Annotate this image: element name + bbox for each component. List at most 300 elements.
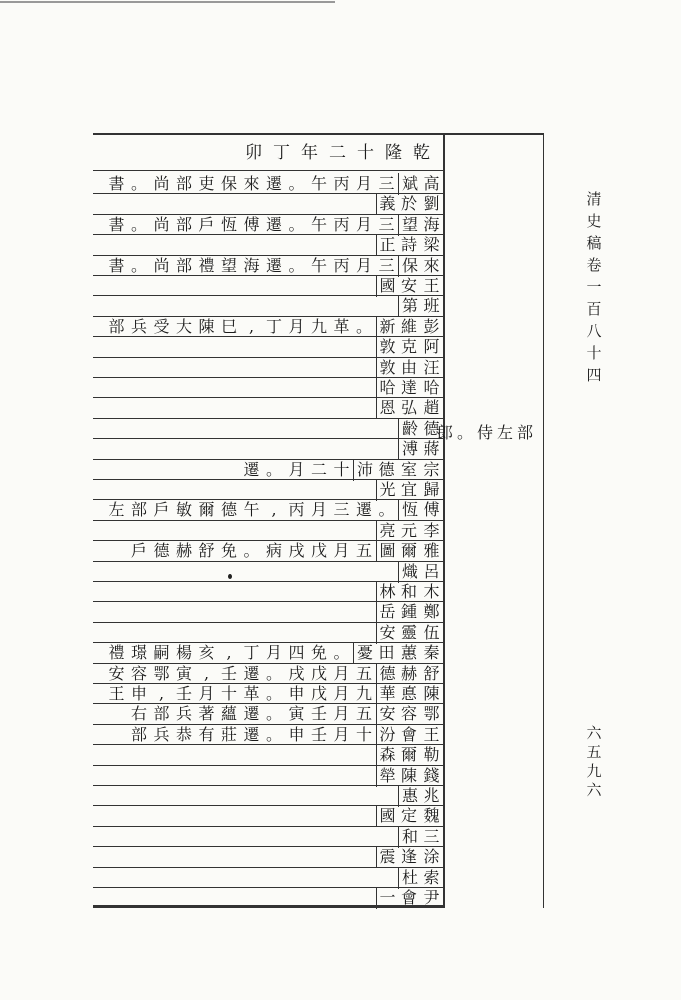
char-cell: 傅	[243, 214, 260, 234]
vertical-char: 六	[586, 724, 602, 742]
row-rule	[93, 703, 443, 704]
char-cell: 元	[400, 520, 417, 540]
table-row	[93, 887, 443, 909]
char-cell: ,	[271, 500, 277, 520]
char-cell: 戊	[310, 684, 327, 703]
char-cell: 鄭	[423, 602, 440, 622]
char-cell: 著	[198, 704, 215, 724]
char-cell: 月	[333, 663, 350, 683]
table-row	[93, 255, 443, 277]
char-cell: 王	[108, 684, 125, 703]
side-char: 左	[496, 423, 513, 442]
row-rule	[93, 867, 443, 868]
char-cell: 五	[355, 663, 372, 683]
char-cell: 壬	[175, 684, 192, 703]
char-cell: 宗	[423, 459, 440, 479]
char-cell: 。	[265, 663, 282, 683]
char-cell: 尚	[153, 214, 170, 234]
char-cell: 部	[130, 500, 147, 520]
char-cell: 安	[400, 276, 417, 295]
row-rule	[93, 336, 443, 337]
char-cell: 鄂	[423, 704, 440, 724]
char-cell: 。	[378, 500, 395, 520]
char-cell: 阿	[423, 337, 440, 357]
row-rule	[93, 418, 443, 419]
char-cell: 雅	[423, 541, 440, 561]
char-cell: 月	[333, 684, 350, 703]
char-cell: 丙	[288, 500, 305, 520]
char-cell: 書	[108, 214, 125, 234]
char-cell: 恆	[398, 499, 421, 521]
row-rule	[93, 377, 443, 378]
char-cell: 戊	[310, 541, 327, 561]
table-top-rule	[93, 133, 543, 135]
char-cell: 。	[130, 214, 147, 234]
char-cell: 海	[243, 255, 260, 275]
char-cell: 田	[378, 643, 395, 663]
char-cell: 三	[378, 214, 395, 234]
char-cell: 午	[310, 174, 327, 193]
row-rule	[93, 275, 443, 276]
char-cell: 森	[376, 744, 399, 766]
char-cell: 申	[288, 724, 305, 744]
char-cell: 亮	[376, 520, 399, 542]
char-cell: 嗣	[153, 643, 170, 663]
side-char: 侍	[476, 423, 493, 442]
char-cell: 部	[175, 174, 192, 193]
row-rule	[93, 397, 443, 398]
char-cell: 望	[220, 255, 237, 275]
row-rule	[93, 316, 443, 317]
table-row	[93, 683, 443, 705]
char-cell: 恭	[175, 724, 192, 744]
char-cell: 大	[175, 316, 192, 336]
char-cell: 弘	[400, 398, 417, 418]
char-cell: 蘊	[220, 704, 237, 724]
char-cell: 安	[376, 703, 399, 725]
char-cell: 遷	[265, 174, 282, 193]
char-cell: 和	[398, 826, 421, 848]
vertical-char: 五	[586, 743, 602, 761]
char-cell: 斌	[398, 173, 421, 195]
char-cell: 蕙	[400, 643, 417, 663]
table-row	[93, 214, 443, 236]
char-cell: 月	[355, 174, 372, 193]
char-cell: 巳	[220, 316, 237, 336]
side-char: 郎	[436, 423, 453, 442]
row-rule	[93, 887, 443, 888]
char-cell: 午	[243, 500, 260, 520]
char-cell: 十	[355, 724, 372, 744]
char-cell: 三	[333, 500, 350, 520]
char-cell: 和	[400, 582, 417, 601]
char-cell: 月	[333, 704, 350, 724]
char-cell: 敦	[376, 357, 399, 379]
char-cell: 高	[423, 174, 440, 193]
char-cell: 三	[378, 255, 395, 275]
vertical-char: 一	[586, 278, 602, 296]
char-cell: 魏	[423, 806, 440, 826]
row-rule	[93, 193, 443, 194]
table-row	[93, 173, 443, 195]
char-cell: 趙	[423, 398, 440, 418]
char-cell: 震	[376, 846, 399, 868]
header-bottom-rule	[93, 170, 443, 171]
row-rule	[93, 357, 443, 358]
row-rule	[93, 581, 443, 582]
char-cell: 敦	[376, 336, 399, 358]
char-cell: 丙	[333, 214, 350, 234]
char-cell: 寅	[288, 704, 305, 724]
char-cell: 月	[198, 684, 215, 703]
char-cell: 。	[265, 684, 282, 703]
char-cell: 壬	[310, 724, 327, 744]
char-cell: 陳	[423, 684, 440, 703]
char-cell: 璟	[130, 643, 147, 663]
row-rule	[93, 663, 443, 664]
table-row	[93, 438, 443, 460]
char-cell: 達	[400, 378, 417, 397]
table-row	[93, 744, 443, 766]
char-cell: 室	[400, 459, 417, 479]
table-row	[93, 805, 443, 827]
char-cell: 莊	[220, 724, 237, 744]
char-cell: 午	[310, 255, 327, 275]
char-cell: 維	[400, 316, 417, 336]
char-cell: 涂	[423, 847, 440, 867]
table-row	[93, 357, 443, 379]
char-cell: 寅	[175, 663, 192, 683]
row-rule	[93, 826, 443, 827]
char-cell: 。	[265, 459, 282, 479]
char-cell: 兆	[423, 786, 440, 805]
row-rule	[93, 295, 443, 296]
char-cell: 禮	[198, 255, 215, 275]
char-cell: 德	[423, 418, 440, 438]
char-cell: 五	[355, 704, 372, 724]
char-cell: 一	[376, 887, 399, 909]
char-cell: 申	[130, 684, 147, 703]
char-cell: 齡	[398, 418, 421, 440]
char-cell: 十	[220, 684, 237, 703]
char-cell: 勒	[423, 745, 440, 765]
table-row	[93, 479, 443, 501]
vertical-char: 十	[586, 344, 602, 362]
char-cell: 二	[310, 459, 327, 479]
table-row	[93, 499, 443, 521]
char-cell: 容	[130, 663, 147, 683]
char-cell: 遷	[243, 663, 260, 683]
char-cell: 來	[423, 255, 440, 275]
row-rule	[93, 846, 443, 847]
char-cell: 。	[130, 174, 147, 193]
char-cell: 丙	[333, 174, 350, 193]
char-cell: 來	[243, 174, 260, 193]
char-cell: 義	[376, 193, 399, 215]
char-cell: 戊	[310, 663, 327, 683]
char-cell: 革	[333, 316, 350, 336]
row-rule	[93, 724, 443, 725]
official-appointments-table	[93, 133, 564, 908]
char-cell: 陳	[400, 765, 417, 785]
table-row	[93, 193, 443, 215]
outer-right-rule	[543, 133, 544, 908]
row-rule	[93, 459, 443, 460]
table-row	[93, 622, 443, 644]
char-cell: 鍾	[400, 602, 417, 622]
char-cell: 尚	[153, 255, 170, 275]
char-cell: 蔣	[423, 439, 440, 459]
section-divider-rule	[443, 133, 445, 908]
vertical-char: 清	[586, 190, 602, 208]
char-cell: 光	[376, 479, 399, 501]
char-cell: 遷	[355, 500, 372, 520]
char-cell: 。	[288, 214, 305, 234]
char-cell: 。	[288, 255, 305, 275]
char-cell: 月	[333, 724, 350, 744]
char-cell: ,	[203, 663, 210, 683]
row-rule	[93, 499, 443, 500]
char-cell: 壬	[310, 704, 327, 724]
char-cell: 德	[153, 541, 170, 561]
row-rule	[93, 561, 443, 562]
row-rule	[93, 907, 443, 908]
table-row	[93, 581, 443, 603]
char-cell: 部	[175, 255, 192, 275]
char-cell: 德	[376, 663, 399, 685]
char-cell: 戌	[288, 663, 305, 683]
table-row	[93, 642, 443, 664]
side-char: 。	[456, 423, 473, 442]
char-cell: 國	[376, 275, 399, 297]
table-row	[93, 724, 443, 746]
char-cell: 呂	[423, 561, 440, 581]
vertical-char: 八	[586, 322, 602, 340]
table-row	[93, 663, 443, 685]
char-cell: 舒	[423, 663, 440, 683]
char-cell: 病	[265, 541, 282, 561]
char-cell: 逢	[400, 847, 417, 867]
char-cell: 月	[355, 255, 372, 275]
char-cell: 溥	[398, 438, 421, 460]
vertical-char: 百	[586, 300, 602, 318]
char-cell: 月	[265, 643, 282, 663]
char-cell: 伍	[423, 622, 440, 642]
char-cell: 靈	[400, 622, 417, 642]
char-cell: 部	[175, 214, 192, 234]
char-cell: 李	[423, 520, 440, 540]
char-cell: 丁	[243, 643, 260, 663]
char-cell: 安	[376, 622, 399, 644]
char-cell: 十	[333, 459, 350, 479]
row-rule	[93, 255, 443, 256]
char-cell: 九	[310, 316, 327, 336]
char-cell: 林	[376, 581, 399, 603]
vertical-char: 稿	[586, 234, 602, 252]
char-cell: 第	[398, 295, 421, 317]
char-cell: 戶	[130, 541, 147, 561]
char-cell: 海	[423, 214, 440, 234]
char-cell: 五	[355, 541, 372, 561]
vertical-char: 史	[586, 212, 602, 230]
row-rule	[93, 765, 443, 766]
row-rule	[93, 805, 443, 806]
char-cell: 克	[400, 337, 417, 357]
char-cell: 禮	[108, 643, 125, 663]
char-cell: 吏	[198, 174, 215, 193]
char-cell: 鄂	[153, 663, 170, 683]
table-row	[93, 703, 443, 725]
char-cell: 汪	[423, 357, 440, 377]
row-rule	[93, 683, 443, 684]
char-cell: 三	[378, 174, 395, 193]
char-cell: 圖	[376, 540, 399, 562]
char-cell: 敏	[175, 500, 192, 520]
char-cell: 班	[423, 296, 440, 316]
char-cell: 詩	[400, 235, 417, 255]
char-cell: 月	[333, 541, 350, 561]
table-row	[93, 459, 443, 481]
row-rule	[93, 744, 443, 745]
char-cell: 王	[423, 724, 440, 744]
char-cell: 哈	[423, 378, 440, 397]
table-row	[93, 601, 443, 623]
char-cell: 保	[220, 174, 237, 193]
table-row	[93, 377, 443, 399]
char-cell: 彭	[423, 316, 440, 336]
char-cell: 。	[130, 255, 147, 275]
table-row	[93, 785, 443, 807]
char-cell: 木	[423, 582, 440, 601]
char-cell: 恩	[376, 397, 399, 419]
char-cell: 。	[265, 724, 282, 744]
char-cell: 兵	[153, 724, 170, 744]
char-cell: 保	[398, 255, 421, 277]
side-char: 部	[516, 423, 533, 442]
table-row	[93, 520, 443, 542]
char-cell: 梁	[423, 235, 440, 255]
char-cell: 遷	[265, 214, 282, 234]
char-cell: 恆	[220, 214, 237, 234]
row-rule	[93, 234, 443, 235]
row-rule	[93, 479, 443, 480]
ink-spot	[228, 574, 232, 579]
char-cell: 有	[198, 724, 215, 744]
char-cell: 德	[378, 459, 395, 479]
char-cell: 哈	[376, 377, 399, 399]
char-cell: 會	[400, 888, 417, 907]
table-row	[93, 867, 443, 889]
char-cell: 部	[153, 704, 170, 724]
row-rule	[93, 622, 443, 623]
char-cell: 傅	[423, 500, 440, 520]
char-cell: ,	[158, 684, 165, 703]
char-cell: 容	[400, 704, 417, 724]
vertical-char: 卷	[586, 256, 602, 274]
char-cell: 王	[423, 276, 440, 295]
char-cell: 由	[400, 357, 417, 377]
char-cell: 楊	[175, 643, 192, 663]
char-cell: 兵	[130, 316, 147, 336]
char-cell: 書	[108, 255, 125, 275]
char-cell: 赫	[400, 663, 417, 683]
table-row	[93, 234, 443, 256]
char-cell: 杜	[398, 867, 421, 889]
char-cell: 月	[288, 316, 305, 336]
table-row	[93, 846, 443, 868]
char-cell: 部	[108, 316, 125, 336]
char-cell: 會	[400, 724, 417, 744]
table-row	[93, 316, 443, 338]
char-cell: 。	[243, 541, 260, 561]
char-cell: 遷	[243, 459, 260, 479]
vertical-char: 九	[586, 762, 602, 780]
char-cell: 劉	[423, 194, 440, 214]
table-row	[93, 826, 443, 848]
char-cell: 惠	[398, 785, 421, 807]
char-cell: 戶	[153, 500, 170, 520]
char-cell: 定	[400, 806, 417, 826]
char-cell: 國	[376, 805, 399, 827]
table-row	[93, 561, 443, 583]
char-cell: 申	[288, 684, 305, 703]
char-cell: 華	[376, 683, 399, 705]
row-rule	[93, 438, 443, 439]
char-cell: 尚	[153, 174, 170, 193]
char-cell: 遷	[243, 724, 260, 744]
char-cell: 午	[310, 214, 327, 234]
char-cell: 歸	[423, 480, 440, 499]
char-cell: 。	[333, 643, 350, 663]
year-header-row	[93, 141, 443, 165]
char-cell: 遷	[265, 255, 282, 275]
char-cell: 亥	[198, 643, 215, 663]
char-cell: 宜	[400, 480, 417, 499]
char-cell: 岳	[376, 601, 399, 623]
volume-title	[584, 188, 604, 386]
char-cell: 熾	[398, 561, 421, 583]
char-cell: 爾	[400, 745, 417, 765]
char-cell: 革	[243, 684, 260, 703]
char-cell: 四	[288, 643, 305, 663]
char-cell: 月	[310, 500, 327, 520]
char-cell: 受	[153, 316, 170, 336]
char-cell: 書	[108, 174, 125, 193]
char-cell: 。	[355, 316, 372, 336]
char-cell: 。	[288, 174, 305, 193]
table-row	[93, 275, 443, 297]
char-cell: 丁	[265, 316, 282, 336]
char-cell: 遷	[243, 704, 260, 724]
vertical-char: 六	[586, 781, 602, 799]
row-rule	[93, 601, 443, 602]
row-rule	[93, 785, 443, 786]
row-rule	[93, 214, 443, 215]
row-rule	[93, 540, 443, 541]
char-cell: 秦	[423, 643, 440, 663]
char-cell: 免	[220, 541, 237, 561]
char-cell: 德	[220, 500, 237, 520]
char-cell: 赫	[175, 541, 192, 561]
char-cell: 。	[265, 704, 282, 724]
row-rule	[93, 642, 443, 643]
char-cell: 犖	[376, 765, 399, 787]
char-cell: 戌	[288, 541, 305, 561]
char-cell: 兵	[175, 704, 192, 724]
table-row	[93, 540, 443, 562]
char-cell: 部	[130, 724, 147, 744]
char-cell: 悳	[400, 684, 417, 703]
